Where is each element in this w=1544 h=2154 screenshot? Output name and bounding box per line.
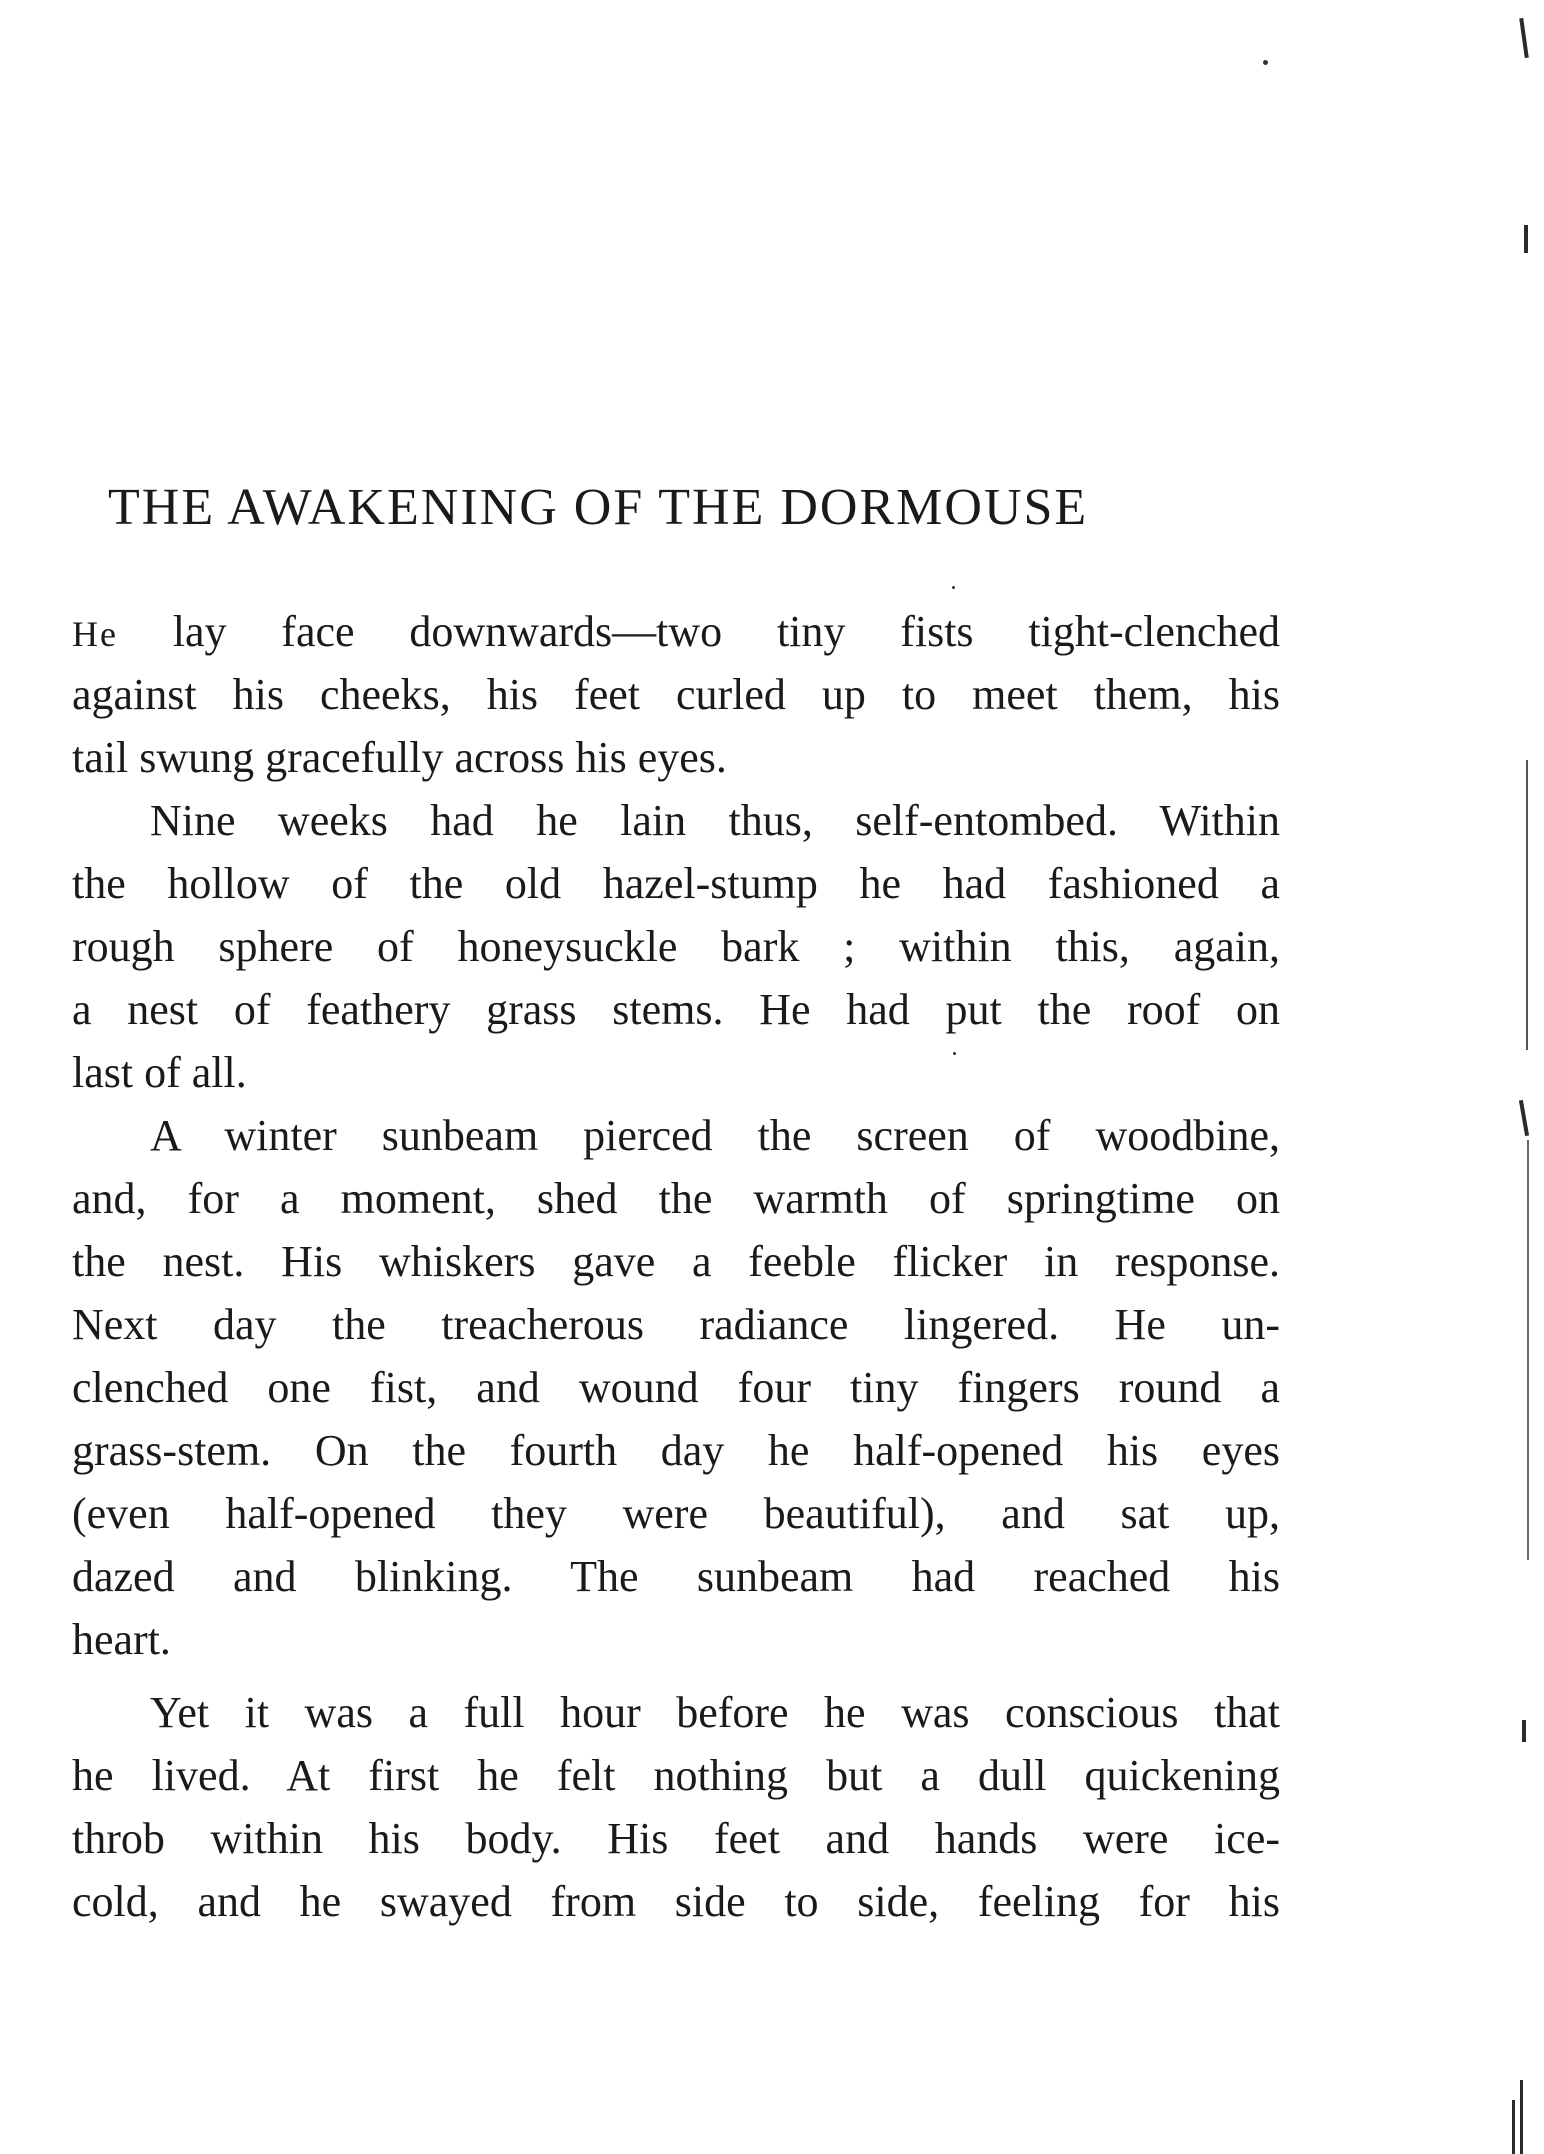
binding-mark (1519, 18, 1529, 58)
text-line: A winter sunbeam pierced the screen of woodbine, (150, 1111, 1280, 1160)
binding-mark (1520, 2080, 1523, 2154)
text-line: and, for a moment, shed the warmth of springtime on (72, 1174, 1280, 1223)
speck (952, 586, 955, 589)
text-line: throb within his body. His feet and hands were ice- (72, 1814, 1280, 1863)
text-line: against his cheeks, his feet curled up to meet them, his (72, 670, 1280, 719)
text-line: last of all. (72, 1048, 247, 1097)
paragraph (72, 789, 1280, 1104)
text-line: Next day the treacherous radiance lingered. He un- (72, 1300, 1280, 1349)
speck (953, 1052, 956, 1055)
binding-mark (1522, 1720, 1526, 1742)
binding-mark (1512, 2100, 1515, 2154)
paragraph-gap (72, 1671, 1280, 1681)
binding-mark (1526, 760, 1528, 1050)
text-line: cold, and he swayed from side to side, feeling for his (72, 1877, 1280, 1926)
binding-mark (1524, 225, 1528, 253)
text-line: grass-stem. On the fourth day he half-opened his eyes (72, 1426, 1280, 1475)
text-line: (even half-opened they were beautiful), and sat up, (72, 1489, 1280, 1538)
chapter-title: THE AWAKENING OF THE DORMOUSE (108, 479, 1089, 536)
text-line: heart. (72, 1615, 171, 1664)
text-line: dazed and blinking. The sunbeam had reached his (72, 1552, 1280, 1601)
text-line: Yet it was a full hour before he was conscious that (150, 1688, 1280, 1737)
text-line: the nest. His whiskers gave a feeble flicker in response. (72, 1237, 1280, 1286)
drop-word: He (72, 614, 118, 654)
text-line: a nest of feathery grass stems. He had put the roof on (72, 985, 1280, 1034)
speck (1263, 60, 1268, 65)
text-line: tail swung gracefully across his eyes. (72, 733, 727, 782)
text-line: rough sphere of honeysuckle bark ; within this, again, (72, 922, 1280, 971)
text-line: the hollow of the old hazel-stump he had fashioned a (72, 859, 1280, 908)
text-line: clenched one fist, and wound four tiny fingers round a (72, 1363, 1280, 1412)
paragraph (72, 600, 1280, 789)
binding-mark (1527, 1140, 1529, 1560)
body-text (72, 600, 1280, 1933)
text-line: Nine weeks had he lain thus, self-entombed. Within (150, 796, 1280, 845)
paragraph (72, 1104, 1280, 1671)
text-line: he lived. At first he felt nothing but a dull quickening (72, 1751, 1280, 1800)
text-line: He lay face downwards—two tiny fists tight-clenched (72, 607, 1280, 656)
paragraph (72, 1681, 1280, 1933)
binding-mark (1519, 1100, 1529, 1136)
